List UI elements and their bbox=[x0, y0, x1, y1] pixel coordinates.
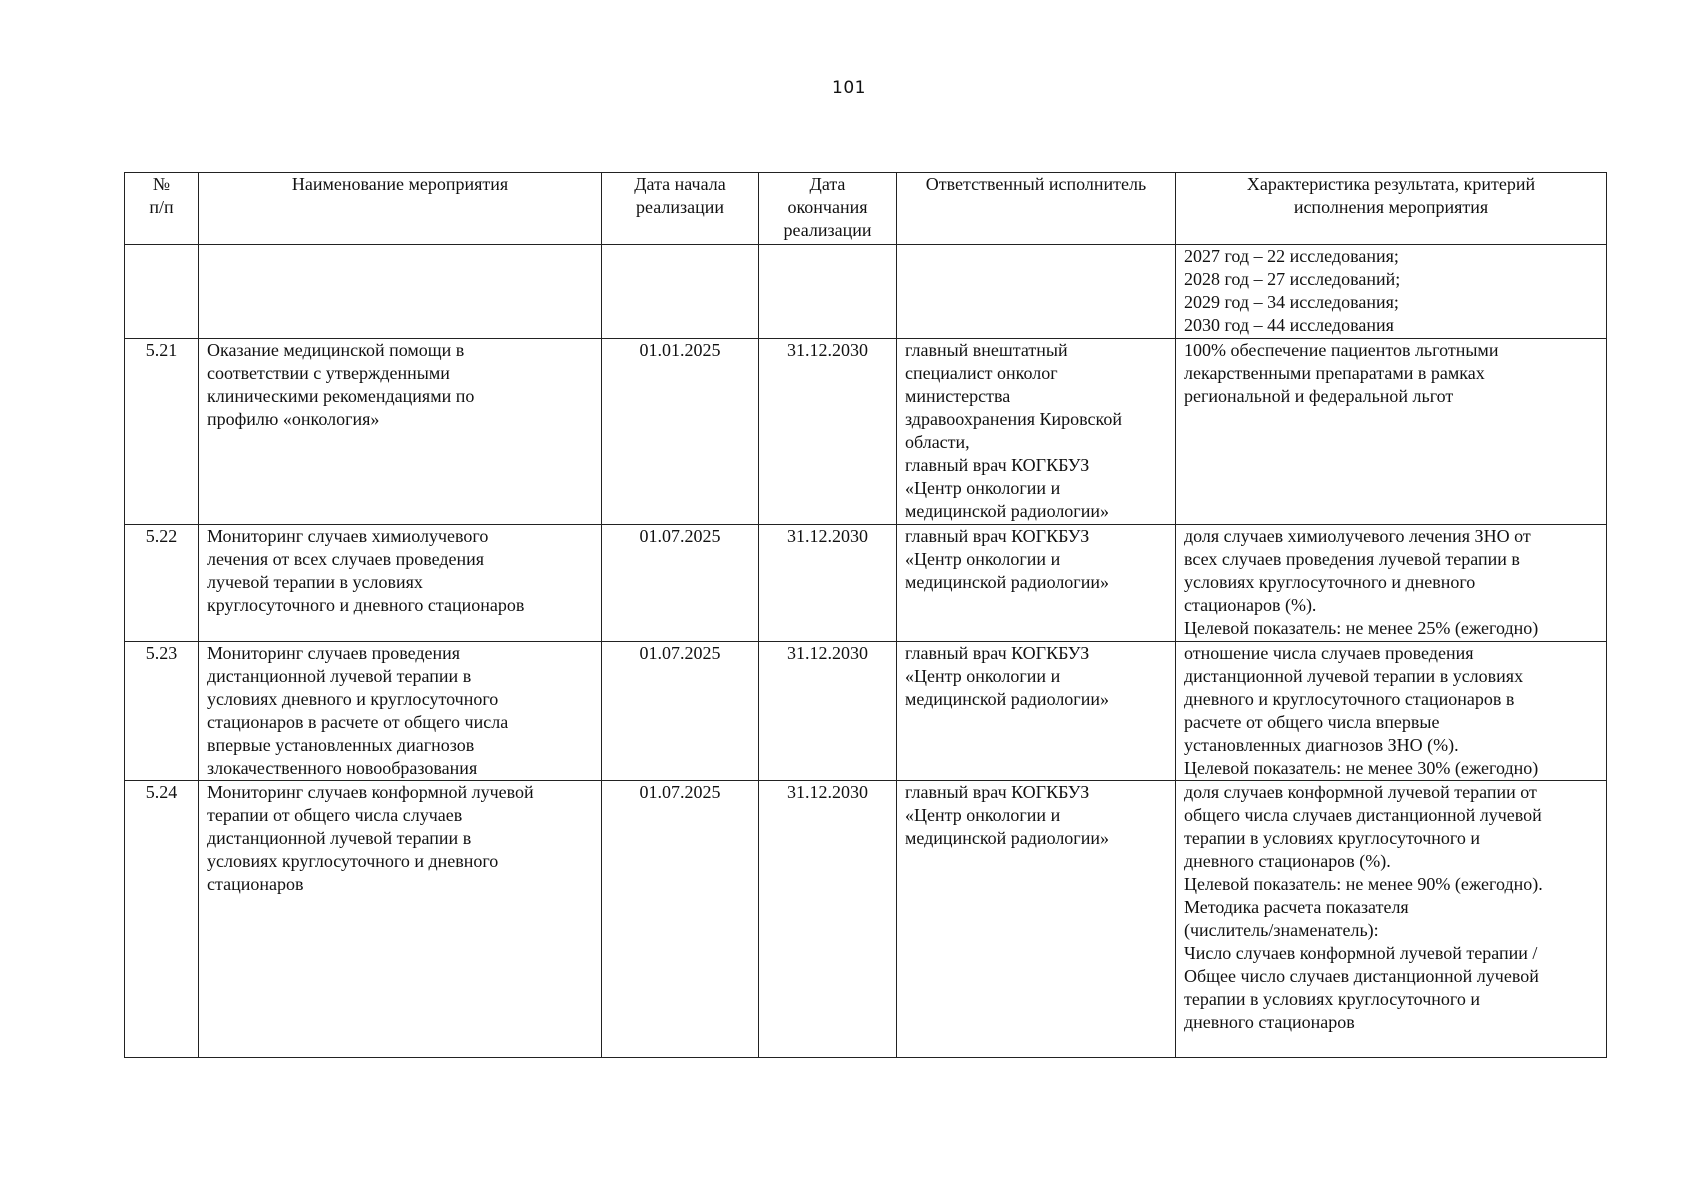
cell-num: 5.21 bbox=[125, 339, 199, 525]
cell-responsible: главный врач КОГКБУЗ «Центр онкологии и медицинской радиологии» bbox=[897, 642, 1176, 781]
cell-num bbox=[125, 245, 199, 339]
cell-start-date: 01.07.2025 bbox=[602, 525, 759, 642]
header-end-date: Дата окончания реализации bbox=[759, 173, 897, 245]
header-name: Наименование мероприятия bbox=[199, 173, 602, 245]
header-result: Характеристика результата, критерий исполнения мероприятия bbox=[1176, 173, 1607, 245]
cell-start-date: 01.07.2025 bbox=[602, 781, 759, 1058]
header-num: № п/п bbox=[125, 173, 199, 245]
cell-result: 2027 год – 22 исследования; 2028 год – 27 исследований; 2029 год – 34 исследования; 2030 год – 44 исследования bbox=[1176, 245, 1607, 339]
table-row bbox=[125, 525, 1607, 642]
cell-num: 5.22 bbox=[125, 525, 199, 642]
cell-responsible bbox=[897, 245, 1176, 339]
header-start-date: Дата начала реализации bbox=[602, 173, 759, 245]
page-number: 101 bbox=[832, 78, 866, 98]
cell-result: доля случаев химиолучевого лечения ЗНО от всех случаев проведения лучевой терапии в условиях круглосуточного и дневного стационаров (%). Целевой показатель: не менее 25% (ежегодно) bbox=[1176, 525, 1607, 642]
cell-end-date: 31.12.2030 bbox=[759, 781, 897, 1058]
cell-num: 5.23 bbox=[125, 642, 199, 781]
cell-end-date bbox=[759, 245, 897, 339]
cell-start-date: 01.01.2025 bbox=[602, 339, 759, 525]
table-row bbox=[125, 781, 1607, 1058]
cell-name bbox=[199, 245, 602, 339]
cell-responsible: главный внештатный специалист онколог министерства здравоохранения Кировской области, главный врач КОГКБУЗ «Центр онкологии и медицинской радиологии» bbox=[897, 339, 1176, 525]
table-row bbox=[125, 339, 1607, 525]
cell-name: Оказание медицинской помощи в соответствии с утвержденными клиническими рекомендациями по профилю «онкология» bbox=[199, 339, 602, 525]
cell-start-date bbox=[602, 245, 759, 339]
cell-start-date: 01.07.2025 bbox=[602, 642, 759, 781]
table-row bbox=[125, 642, 1607, 781]
cell-end-date: 31.12.2030 bbox=[759, 642, 897, 781]
cell-result: 100% обеспечение пациентов льготными лекарственными препаратами в рамках региональной и федеральной льгот bbox=[1176, 339, 1607, 525]
cell-name: Мониторинг случаев конформной лучевой терапии от общего числа случаев дистанционной лучевой терапии в условиях круглосуточного и дневного стационаров bbox=[199, 781, 602, 1058]
cell-end-date: 31.12.2030 bbox=[759, 525, 897, 642]
cell-name: Мониторинг случаев проведения дистанционной лучевой терапии в условиях дневного и круглосуточного стационаров в расчете от общего числа впервые установленных диагнозов злокачественного новообразования bbox=[199, 642, 602, 781]
activities-table bbox=[124, 172, 1607, 1058]
cell-responsible: главный врач КОГКБУЗ «Центр онкологии и медицинской радиологии» bbox=[897, 525, 1176, 642]
cell-result: доля случаев конформной лучевой терапии от общего числа случаев дистанционной лучевой терапии в условиях круглосуточного и дневного стационаров (%). Целевой показатель: не менее 90% (ежегодно). Методика расчета показателя (числитель/знаменатель): Число случаев конформной лучевой терапии / Общее число случаев дистанционной лучевой терапии в условиях круглосуточного и дневного стационаров bbox=[1176, 781, 1607, 1058]
cell-result: отношение числа случаев проведения дистанционной лучевой терапии в условиях дневного и круглосуточного стационаров в расчете от общего числа впервые установленных диагнозов ЗНО (%). Целевой показатель: не менее 30% (ежегодно) bbox=[1176, 642, 1607, 781]
cell-end-date: 31.12.2030 bbox=[759, 339, 897, 525]
cell-name: Мониторинг случаев химиолучевого лечения от всех случаев проведения лучевой терапии в условиях круглосуточного и дневного стационаров bbox=[199, 525, 602, 642]
header-responsible: Ответственный исполнитель bbox=[897, 173, 1176, 245]
cell-num: 5.24 bbox=[125, 781, 199, 1058]
table-row-continuation bbox=[125, 245, 1607, 339]
cell-responsible: главный врач КОГКБУЗ «Центр онкологии и медицинской радиологии» bbox=[897, 781, 1176, 1058]
table-header-row bbox=[125, 173, 1607, 245]
